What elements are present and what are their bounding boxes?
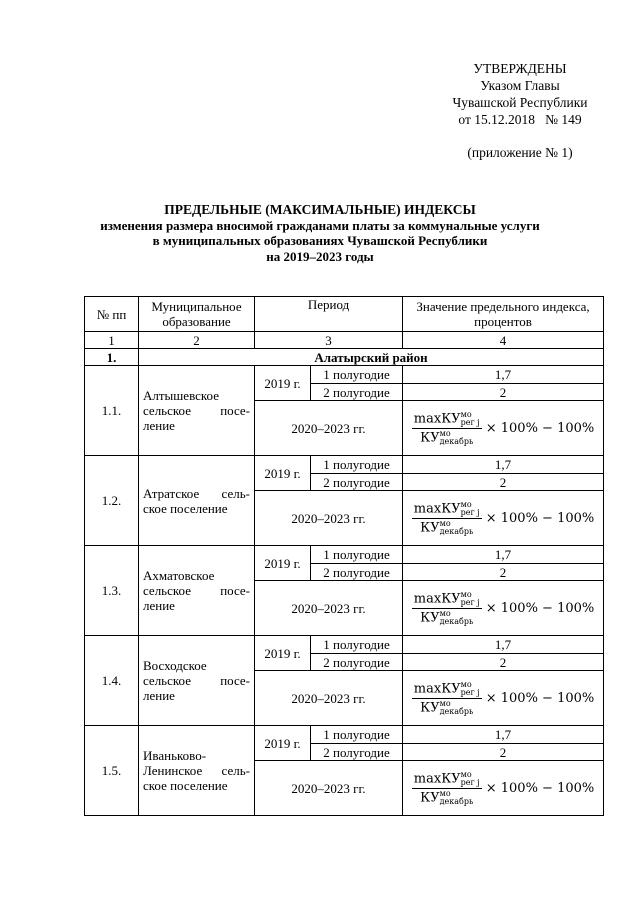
half-year-cell: 1 полугодие [311,636,403,654]
formula-den-indices [440,700,474,716]
municipality-name: Ахматовское сельское посе-ление [139,546,255,636]
title-line: в муниципальных образованиях Чувашской Республики [152,233,488,248]
period-cell: 2020–2023 гг. [255,671,403,726]
formula-tail: × 100% − 100% [485,510,595,526]
formula-sup: мо [460,769,472,779]
formula-max: maxКУ [413,771,461,786]
formula-tail: × 100% − 100% [485,690,595,706]
appendix-label: (приложение № 1) [467,145,573,160]
column-number-row [85,332,604,349]
col-number: 4 [403,332,604,349]
row-num: 1.4. [85,636,139,726]
period-cell: 2020–2023 гг. [255,761,403,816]
index-value: 2 [403,474,604,491]
title-line: на 2019–2023 годы [266,248,374,264]
formula-denominator [418,609,475,626]
formula-den-sup: мо [439,788,451,798]
row-num: 1.5. [85,726,139,816]
formula-max: maxКУ [413,411,461,426]
index-formula [407,501,599,536]
index-value: 2 [403,744,604,761]
formula-den: КУ [420,700,440,715]
municipality-name: Иваньково-Ленинское сель-ское поселение [139,726,255,816]
index-value: 2 [403,564,604,581]
index-value: 1,7 [403,726,604,744]
municipality-name: Алтышевское сельское посе-ление [139,366,255,456]
index-formula [407,771,599,806]
period-cell: 2020–2023 гг. [255,491,403,546]
formula-numerator [412,591,482,609]
formula-den-sup: мо [439,608,451,618]
document-title [80,202,560,264]
formula-cell [403,761,604,816]
formula-denominator [418,429,475,446]
approval-line: Указом Главы [480,78,560,93]
formula-cell [403,671,604,726]
index-value: 1,7 [403,636,604,654]
year-cell: 2019 г. [255,636,311,671]
half-year-cell: 1 полугодие [311,546,403,564]
region-num: 1. [85,349,139,366]
formula-cell [403,581,604,636]
year-cell: 2019 г. [255,726,311,761]
half-year-cell: 2 полугодие [311,744,403,761]
table-header-row [85,297,604,332]
region-row [85,349,604,366]
year-cell: 2019 г. [255,456,311,491]
formula-fraction [412,501,482,536]
index-formula [407,411,599,446]
row-num: 1.3. [85,546,139,636]
region-name: Алатырский район [139,349,604,366]
table-row [85,636,604,654]
formula-fraction [412,681,482,716]
year-cell: 2019 г. [255,546,311,581]
formula-numerator [412,501,482,519]
formula-tail: × 100% − 100% [485,780,595,796]
table-row [85,726,604,744]
row-num: 1.2. [85,456,139,546]
formula-sup: мо [460,409,472,419]
formula-den: КУ [420,790,440,805]
formula-numerator [412,771,482,789]
formula-den-sup: мо [439,698,451,708]
formula-numerator [412,411,482,429]
formula-den-indices [440,520,474,536]
formula-max: maxКУ [413,681,461,696]
formula-indices [461,501,480,517]
year-cell: 2019 г. [255,366,311,401]
col-number: 3 [255,332,403,349]
formula-den: КУ [420,430,440,445]
formula-sub: рег j [460,507,480,517]
half-year-cell: 1 полугодие [311,456,403,474]
formula-den: КУ [420,520,440,535]
formula-den-sub: декабрь [439,706,474,716]
formula-den-sup: мо [439,428,451,438]
formula-numerator [412,681,482,699]
index-value: 1,7 [403,546,604,564]
col-number: 2 [139,332,255,349]
formula-tail: × 100% − 100% [485,600,595,616]
formula-den-sub: декабрь [439,436,474,446]
formula-fraction [412,771,482,806]
approval-block [420,60,620,161]
formula-sup: мо [460,679,472,689]
formula-max: maxКУ [413,501,461,516]
formula-den-sub: декабрь [439,526,474,536]
formula-indices [461,591,480,607]
formula-denominator [418,789,475,806]
formula-sub: рег j [460,597,480,607]
formula-cell [403,401,604,456]
table-row [85,456,604,474]
formula-cell [403,491,604,546]
formula-sub: рег j [460,687,480,697]
approval-date: от 15.12.2018 № 149 [458,112,582,127]
row-num: 1.1. [85,366,139,456]
formula-max: maxКУ [413,591,461,606]
half-year-cell: 1 полугодие [311,366,403,384]
index-value: 2 [403,384,604,401]
formula-den-indices [440,610,474,626]
formula-fraction [412,411,482,446]
formula-sub: рег j [460,417,480,427]
half-year-cell: 1 полугодие [311,726,403,744]
formula-den-indices [440,430,474,446]
header-period: Период [255,297,403,332]
table-row [85,366,604,384]
formula-den-sub: декабрь [439,796,474,806]
approval-line: УТВЕРЖДЕНЫ [473,61,567,76]
formula-indices [461,681,480,697]
title-line: ПРЕДЕЛЬНЫЕ (МАКСИМАЛЬНЫЕ) ИНДЕКСЫ [164,202,476,217]
table-row [85,546,604,564]
period-cell: 2020–2023 гг. [255,581,403,636]
formula-tail: × 100% − 100% [485,420,595,436]
half-year-cell: 2 полугодие [311,564,403,581]
title-line: изменения размера вносимой гражданами платы за коммунальные услуги [100,217,540,233]
index-value: 1,7 [403,366,604,384]
formula-indices [461,411,480,427]
formula-den: КУ [420,610,440,625]
formula-sup: мо [460,499,472,509]
index-value: 2 [403,654,604,671]
formula-denominator [418,699,475,716]
municipality-name: Атратское сель-ское поселение [139,456,255,546]
formula-den-sub: декабрь [439,616,474,626]
formula-den-indices [440,790,474,806]
half-year-cell: 2 полугодие [311,384,403,401]
formula-den-sup: мо [439,518,451,528]
formula-denominator [418,519,475,536]
index-value: 1,7 [403,456,604,474]
municipality-name: Восходское сельское посе-ление [139,636,255,726]
index-formula [407,591,599,626]
header-value: Значение предельного индекса, процентов [403,297,604,332]
formula-sub: рег j [460,777,480,787]
approval-line: Чувашской Республики [452,95,588,110]
col-number: 1 [85,332,139,349]
index-formula [407,681,599,716]
header-num: № пп [85,297,139,332]
formula-indices [461,771,480,787]
indices-table [84,296,604,816]
formula-sup: мо [460,589,472,599]
half-year-cell: 2 полугодие [311,654,403,671]
formula-fraction [412,591,482,626]
period-cell: 2020–2023 гг. [255,401,403,456]
header-municipality: Муниципальное образование [139,297,255,332]
half-year-cell: 2 полугодие [311,474,403,491]
